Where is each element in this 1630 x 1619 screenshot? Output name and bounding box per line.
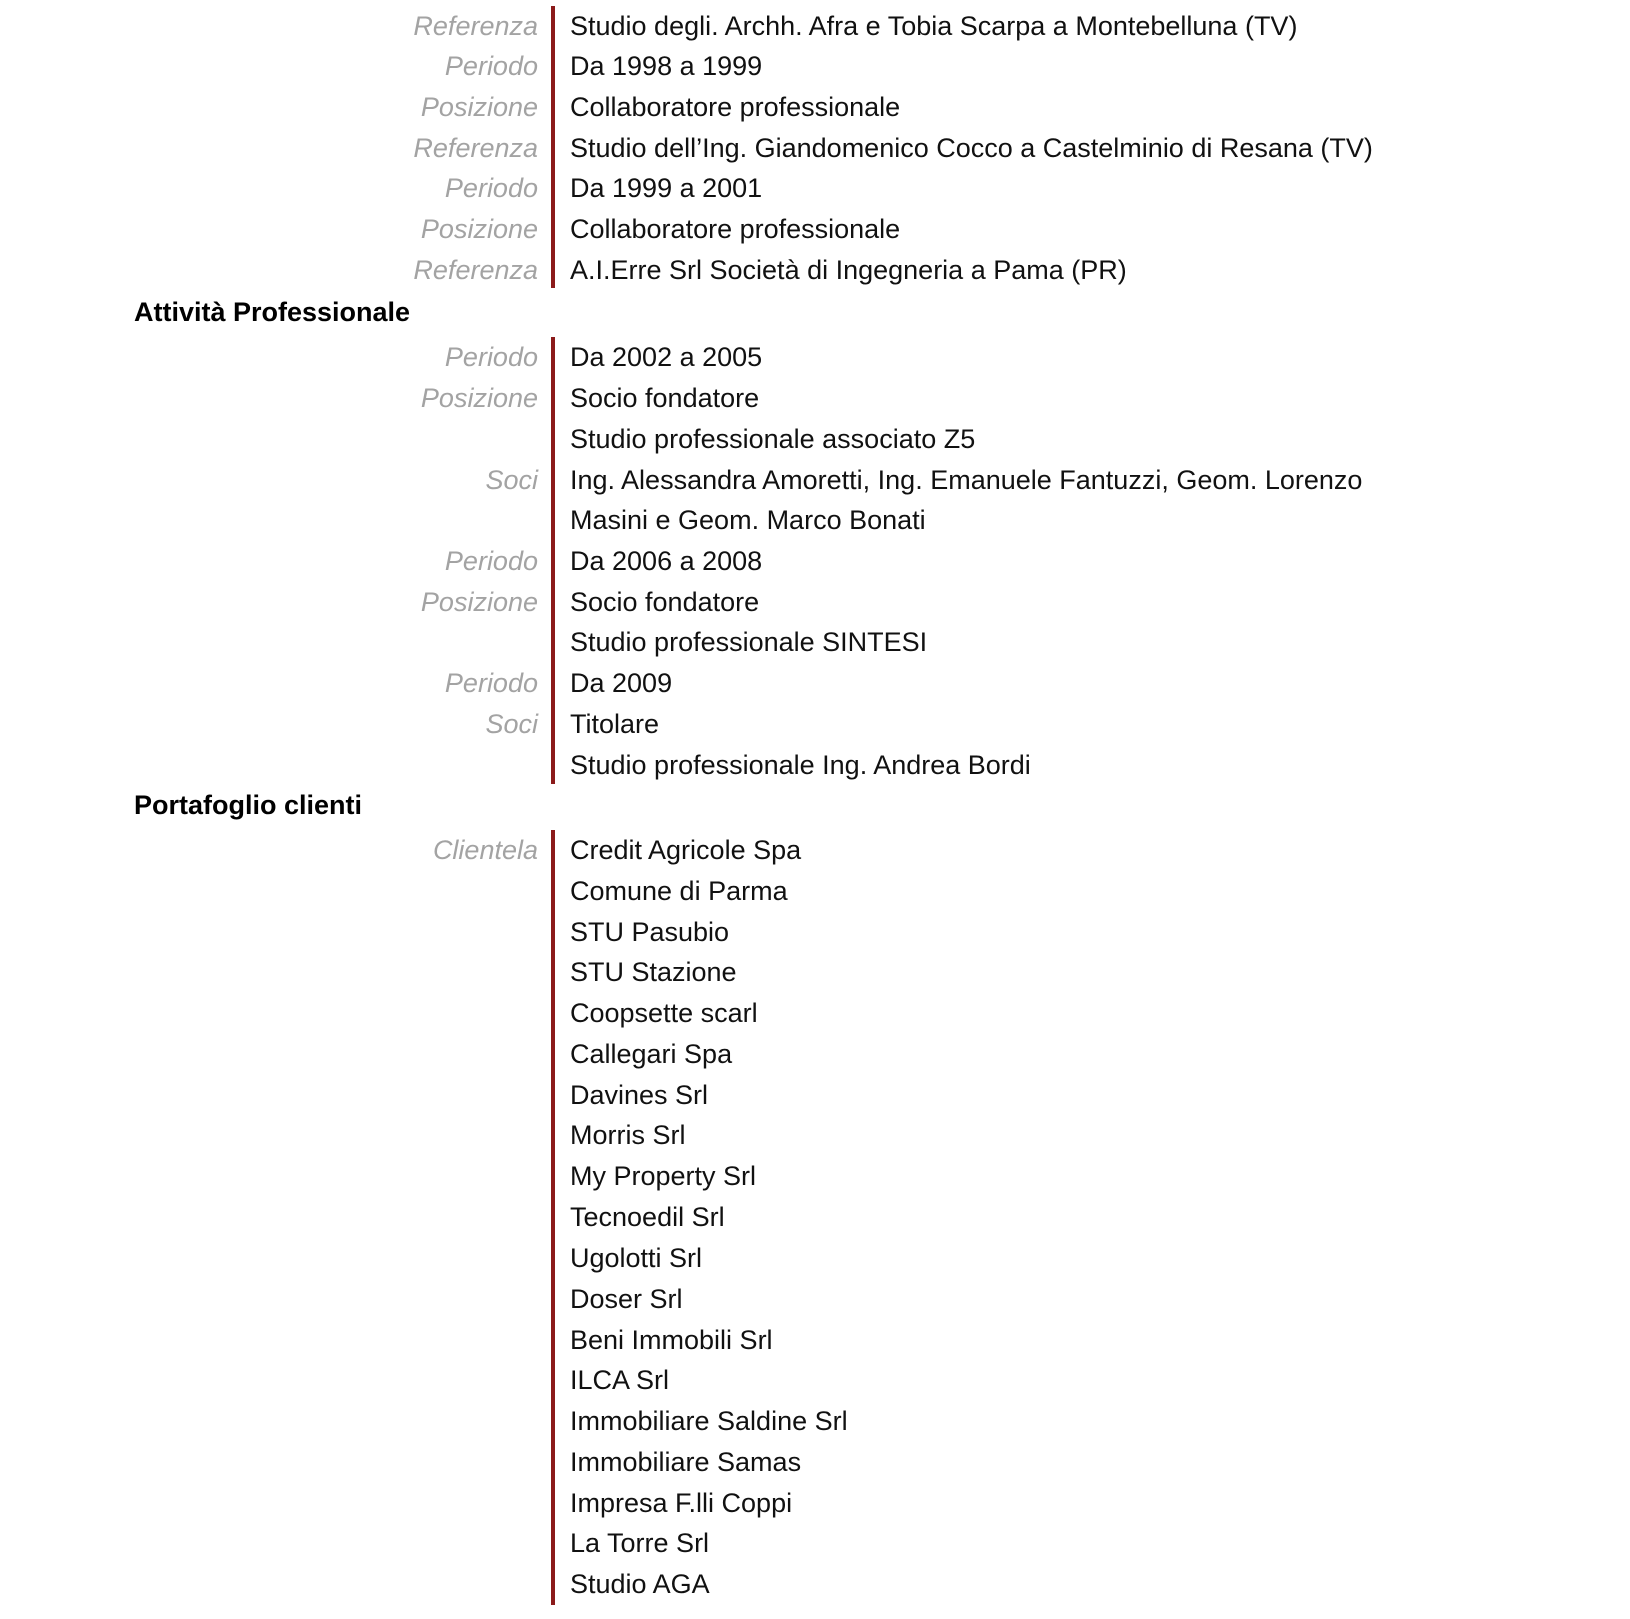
field-label: Soci xyxy=(485,465,538,495)
client-item: ILCA Srl xyxy=(570,1365,670,1395)
cv-row xyxy=(0,87,1630,128)
cv-row xyxy=(0,541,1630,582)
field-value: Da 2006 a 2008 xyxy=(570,546,763,576)
cv-row xyxy=(0,337,1630,378)
cv-row xyxy=(0,1483,1630,1524)
field-value: Ing. Alessandra Amoretti, Ing. Emanuele Fantuzzi, Geom. Lorenzo xyxy=(570,465,1363,495)
field-label: Referenza xyxy=(413,255,538,285)
field-value: Studio degli. Archh. Afra e Tobia Scarpa a Montebelluna (TV) xyxy=(570,11,1298,41)
cv-row xyxy=(0,745,1630,786)
client-item: Davines Srl xyxy=(570,1080,709,1110)
client-item: My Property Srl xyxy=(570,1161,757,1191)
cv-row xyxy=(0,1564,1630,1605)
cv-row xyxy=(0,1034,1630,1075)
cv-row xyxy=(0,1197,1630,1238)
client-item: Morris Srl xyxy=(570,1120,686,1150)
client-item: Studio AGA xyxy=(570,1569,710,1599)
field-label: Periodo xyxy=(444,668,538,698)
field-value: Studio professionale SINTESI xyxy=(570,627,928,657)
field-value: Socio fondatore xyxy=(570,383,760,413)
field-value: Studio professionale associato Z5 xyxy=(570,424,976,454)
field-label: Periodo xyxy=(444,51,538,81)
client-item: STU Stazione xyxy=(570,957,737,987)
cv-row xyxy=(0,250,1630,291)
cv-row xyxy=(0,952,1630,993)
field-value: Collaboratore professionale xyxy=(570,214,901,244)
field-label: Soci xyxy=(485,709,538,739)
field-value: Da 1999 a 2001 xyxy=(570,173,763,203)
client-item: Immobiliare Saldine Srl xyxy=(570,1406,848,1436)
section-heading-portafoglio: Portafoglio clienti xyxy=(134,790,363,820)
client-item: Credit Agricole Spa xyxy=(570,835,802,865)
cv-row xyxy=(0,128,1630,169)
field-label: Posizione xyxy=(420,92,538,122)
cv-row xyxy=(0,704,1630,745)
field-label: Periodo xyxy=(444,173,538,203)
field-value: Masini e Geom. Marco Bonati xyxy=(570,505,926,535)
field-value: Da 2002 a 2005 xyxy=(570,342,763,372)
cv-row xyxy=(0,1320,1630,1361)
cv-row xyxy=(0,168,1630,209)
field-value: Socio fondatore xyxy=(570,587,760,617)
cv-row xyxy=(0,1075,1630,1116)
client-item: Immobiliare Samas xyxy=(570,1447,802,1477)
cv-row xyxy=(0,500,1630,541)
field-label: Referenza xyxy=(413,11,538,41)
client-item: STU Pasubio xyxy=(570,917,730,947)
client-item: Ugolotti Srl xyxy=(570,1243,703,1273)
field-label: Posizione xyxy=(420,587,538,617)
field-label: Referenza xyxy=(413,133,538,163)
cv-row xyxy=(0,46,1630,87)
cv-row xyxy=(0,912,1630,953)
client-item: Tecnoedil Srl xyxy=(570,1202,725,1232)
field-label: Periodo xyxy=(444,546,538,576)
cv-row xyxy=(0,830,1630,871)
field-value: Da 1998 a 1999 xyxy=(570,51,763,81)
cv-row xyxy=(0,1442,1630,1483)
field-label: Clientela xyxy=(432,835,538,865)
field-value: A.I.Erre Srl Società di Ingegneria a Pama (PR) xyxy=(570,255,1127,285)
cv-row xyxy=(0,209,1630,250)
cv-row xyxy=(0,1523,1630,1564)
cv-row xyxy=(0,582,1630,623)
client-item: Beni Immobili Srl xyxy=(570,1325,773,1355)
cv-row xyxy=(0,1279,1630,1320)
field-label: Posizione xyxy=(420,383,538,413)
client-item: Coopsette scarl xyxy=(570,998,758,1028)
client-item: Callegari Spa xyxy=(570,1039,733,1069)
cv-row xyxy=(0,1401,1630,1442)
cv-row xyxy=(0,6,1630,47)
cv-row xyxy=(0,460,1630,501)
cv-row xyxy=(0,993,1630,1034)
field-value: Studio dell’Ing. Giandomenico Cocco a Castelminio di Resana (TV) xyxy=(570,133,1373,163)
client-item: Impresa F.lli Coppi xyxy=(570,1488,793,1518)
field-value: Titolare xyxy=(570,709,660,739)
cv-row xyxy=(0,1360,1630,1401)
field-value: Da 2009 xyxy=(570,668,673,698)
cv-row xyxy=(0,419,1630,460)
cv-row xyxy=(0,1115,1630,1156)
cv-row xyxy=(0,663,1630,704)
field-label: Periodo xyxy=(444,342,538,372)
field-label: Posizione xyxy=(420,214,538,244)
cv-row xyxy=(0,1238,1630,1279)
cv-row xyxy=(0,622,1630,663)
field-value: Studio professionale Ing. Andrea Bordi xyxy=(570,750,1031,780)
section-heading-attivita: Attività Professionale xyxy=(134,297,411,327)
cv-row xyxy=(0,378,1630,419)
cv-row xyxy=(0,871,1630,912)
client-item: Comune di Parma xyxy=(570,876,788,906)
client-item: La Torre Srl xyxy=(570,1528,710,1558)
client-item: Doser Srl xyxy=(570,1284,683,1314)
field-value: Collaboratore professionale xyxy=(570,92,901,122)
cv-row xyxy=(0,1156,1630,1197)
